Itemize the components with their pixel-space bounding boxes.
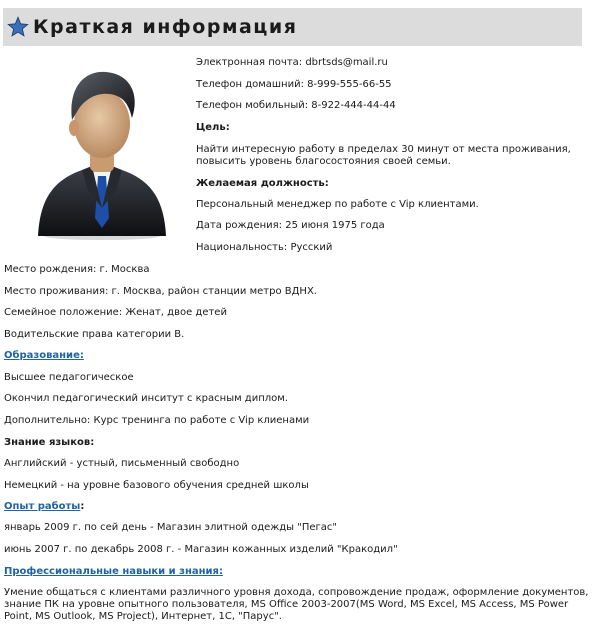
section-header xyxy=(3,8,582,46)
education-item: Дополнительно: Курс тренинга по работе с Vip клиенами xyxy=(4,415,310,426)
position-heading: Желаемая должность: xyxy=(196,178,329,189)
nationality-line: Национальность: Русский xyxy=(196,242,333,253)
education-item: Окончил педагогический инситут с красным диплом. xyxy=(4,393,288,404)
home-phone-line: Телефон домашний: 8-999-555-66-55 xyxy=(196,79,392,90)
email-line: Электронная почта: dbrtsds@mail.ru xyxy=(196,57,388,68)
skills-text: Умение общаться с клиентами различного уровня дохода, сопровождение продаж, оформление документов, знание ПК на уровне опытного пользователя, MS Office 2003-2007(MS Word, MS Excel, MS Access, MS Power Point, MS Outlook, MS Project), Интернет, 1С, "Парус". xyxy=(4,587,589,622)
mobile-phone-line: Телефон мобильный: 8-922-444-44-44 xyxy=(196,100,396,111)
license-line: Водительские права категории В. xyxy=(4,329,185,340)
education-item: Высшее педагогическое xyxy=(4,372,134,383)
skills-heading-link[interactable]: Профессиональные навыки и знания: xyxy=(4,566,223,577)
language-item: Немецкий - на уровне базового обучения средней школы xyxy=(4,480,309,491)
experience-item: июнь 2007 г. по декабрь 2008 г. - Магазин кожанных изделий "Кракодил" xyxy=(4,544,398,555)
experience-item: январь 2009 г. по сей день - Магазин элитной одежды "Пегас" xyxy=(4,522,338,533)
family-line: Семейное положение: Женат, двое детей xyxy=(4,307,227,318)
birth-date-line: Дата рождения: 25 июня 1975 года xyxy=(196,220,385,231)
experience-heading-link[interactable]: Опыт работы xyxy=(4,501,81,512)
experience-heading xyxy=(4,501,84,513)
page-title: Краткая информация xyxy=(33,16,298,38)
experience-heading-colon: : xyxy=(80,501,85,512)
birth-place-line: Место рождения: г. Москва xyxy=(4,264,150,275)
residence-line: Место проживания: г. Москва, район станции метро ВДНХ. xyxy=(4,286,317,297)
education-heading-link[interactable]: Образование: xyxy=(4,350,84,361)
languages-heading: Знание языков: xyxy=(4,437,95,448)
position-text: Персональный менеджер по работе с Vip клиентами. xyxy=(196,199,479,210)
goal-text: Найти интересную работу в пределах 30 минут от места проживания, повысить уровень благосостояния своей семьи. xyxy=(196,144,571,167)
star-icon xyxy=(7,16,29,38)
language-item: Английский - устный, письменный свободно xyxy=(4,458,240,469)
avatar xyxy=(32,58,172,240)
goal-heading: Цель: xyxy=(196,122,230,133)
